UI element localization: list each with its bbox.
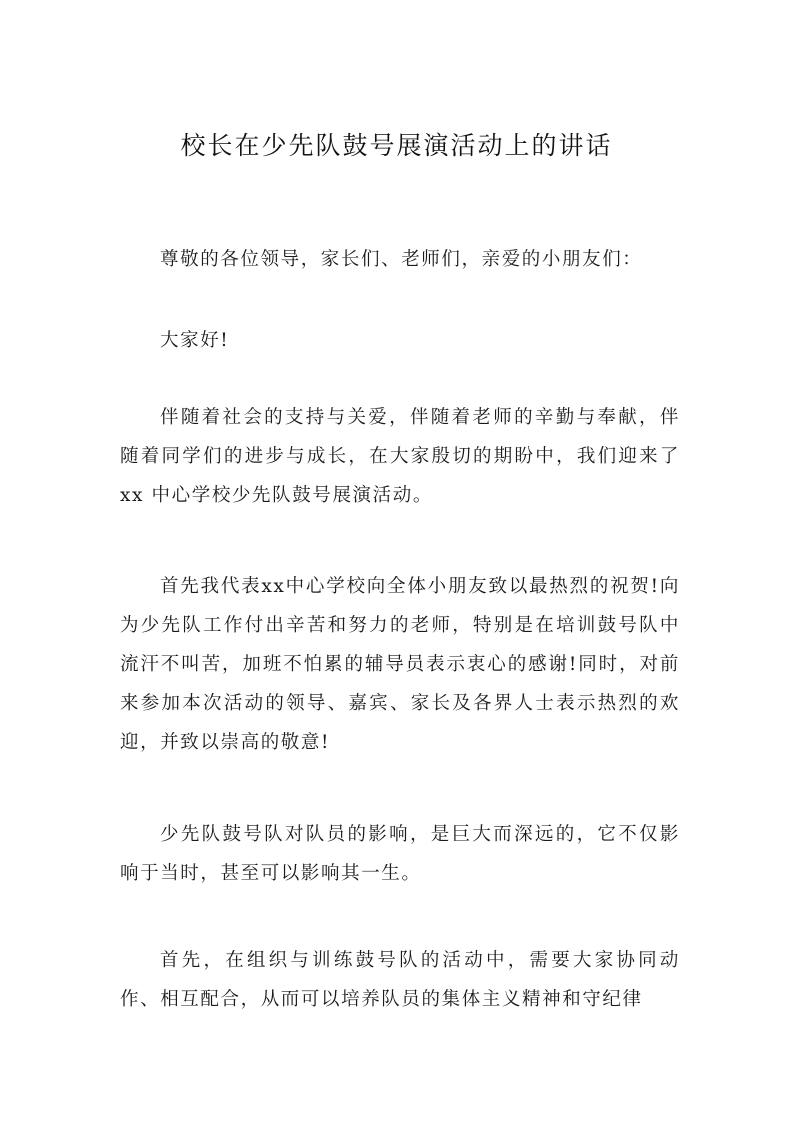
greeting-paragraph: 大家好! bbox=[160, 330, 230, 351]
body-paragraph: 伴随着社会的支持与关爱，伴随着老师的辛勤与奉献，伴随着同学们的进步与成长，在大家殷切的期盼中，我们迎来了 xx 中心学校少先队鼓号展演活动。 bbox=[120, 407, 680, 506]
document-title: 校长在少先队鼓号展演活动上的讲话 bbox=[180, 131, 613, 160]
body-paragraph: 首先我代表xx中心学校向全体小朋友致以最热烈的祝贺!向为少先队工作付出辛苦和努力的老师，特别是在培训鼓号队中流汗不叫苦，加班不怕累的辅导员表示衷心的感谢!同时，对前来参加本次活动的领导、嘉宾、家长及各界人士表示热烈的欢迎，并致以崇高的敬意! bbox=[120, 576, 680, 753]
salutation-paragraph: 尊敬的各位领导，家长们、老师们，亲爱的小朋友们： bbox=[160, 249, 643, 270]
body-paragraph: 少先队鼓号队对队员的影响，是巨大而深远的，它不仅影响于当时，甚至可以影响其一生。 bbox=[120, 824, 680, 884]
body-paragraph: 首先，在组织与训练鼓号队的活动中，需要大家协同动作、相互配合，从而可以培养队员的集体主义精神和守纪律 bbox=[120, 950, 680, 1010]
